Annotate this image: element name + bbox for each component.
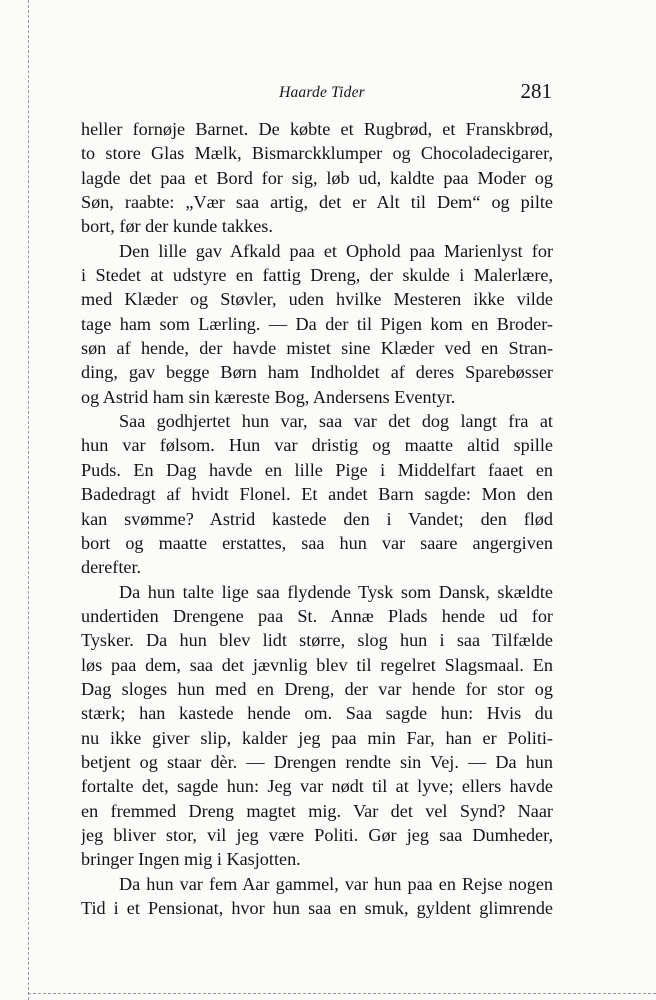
text-line: betjent og staar dèr. — Drengen rendte sin Vej. — Da hun bbox=[81, 751, 553, 772]
text-line: Tysker. Da hun blev lidt større, slog hun i saa Tilfælde bbox=[81, 630, 553, 651]
text-line: bort, før der kunde takkes. bbox=[81, 216, 273, 237]
text-line: Puds. En Dag havde en lille Pige i Middelfart faaet en bbox=[81, 459, 553, 480]
text-line: lagde det paa et Bord for sig, løb ud, kaldte paa Moder og bbox=[81, 167, 553, 188]
page-number: 281 bbox=[520, 79, 552, 103]
text-line: bringer Ingen mig i Kasjotten. bbox=[81, 849, 301, 870]
text-line: Søn, raabte: „Vær saa artig, det er Alt til Dem“ og pilte bbox=[81, 192, 553, 213]
text-line: Saa godhjertet hun var, saa var det dog langt fra at bbox=[119, 411, 553, 432]
text-line: to store Glas Mælk, Bismarckklumper og Chocoladecigarer, bbox=[81, 143, 553, 164]
text-line: Badedragt af hvidt Flonel. Et andet Barn sagde: Mon den bbox=[81, 484, 553, 505]
text-line: kan svømme? Astrid kastede den i Vandet; den flød bbox=[81, 508, 553, 529]
text-line: en fremmed Dreng magtet mig. Var det vel Synd? Naar bbox=[81, 800, 553, 821]
text-line: og Astrid ham sin kæreste Bog, Andersens Eventyr. bbox=[81, 386, 456, 407]
text-line: hun var følsom. Hun var dristig og maatte altid spille bbox=[81, 435, 553, 456]
text-line: heller fornøje Barnet. De købte et Rugbrød, et Franskbrød, bbox=[81, 119, 553, 139]
text-line: nu ikke giver slip, kalder jeg paa min Far, han er Politi- bbox=[81, 727, 553, 748]
text-line: derefter. bbox=[81, 557, 142, 578]
text-line: i Stedet at udstyre en fattig Dreng, der skulde i Malerlære, bbox=[81, 265, 553, 286]
text-line: fortalte det, sagde hun: Jeg var nødt til at lyve; ellers havde bbox=[81, 776, 553, 797]
text-line: undertiden Drengene paa St. Annæ Plads hende ud for bbox=[81, 605, 553, 626]
running-title: Haarde Tider bbox=[279, 84, 365, 101]
text-line: Da hun talte lige saa flydende Tysk som Dansk, skældte bbox=[119, 581, 553, 602]
text-line: bort og maatte erstattes, saa hun var saare angergiven bbox=[81, 532, 553, 553]
text-line: søn af hende, der havde mistet sine Klæder ved en Stran- bbox=[81, 338, 553, 359]
text-line: Da hun var fem Aar gammel, var hun paa en Rejse nogen bbox=[119, 873, 553, 894]
text-line: ding, gav begge Børn ham Indholdet af deres Sparebøsser bbox=[81, 362, 553, 383]
text-line: Den lille gav Afkald paa et Ophold paa Marienlyst for bbox=[119, 240, 553, 261]
scan-edge-bottom bbox=[28, 993, 656, 994]
text-line: Dag sloges hun med en Dreng, der var hende for stor og bbox=[81, 678, 553, 699]
text-line: Tid i et Pensionat, hvor hun saa en smuk, gyldent glimrende bbox=[81, 898, 553, 918]
body-text bbox=[81, 117, 553, 920]
text-line: tage ham som Lærling. — Da der til Pigen kom en Broder- bbox=[81, 313, 553, 334]
scan-edge-left bbox=[28, 0, 29, 1000]
text-line: løs paa dem, saa det jævnlig blev til regelret Slagsmaal. En bbox=[81, 654, 553, 675]
text-line: med Klæder og Støvler, uden hvilke Mesteren ikke vilde bbox=[81, 289, 553, 310]
text-line: stærk; han kastede hende om. Saa sagde hun: Hvis du bbox=[81, 703, 553, 724]
text-line: jeg bliver stor, vil jeg være Politi. Gør jeg saa Dumheder, bbox=[81, 824, 553, 845]
